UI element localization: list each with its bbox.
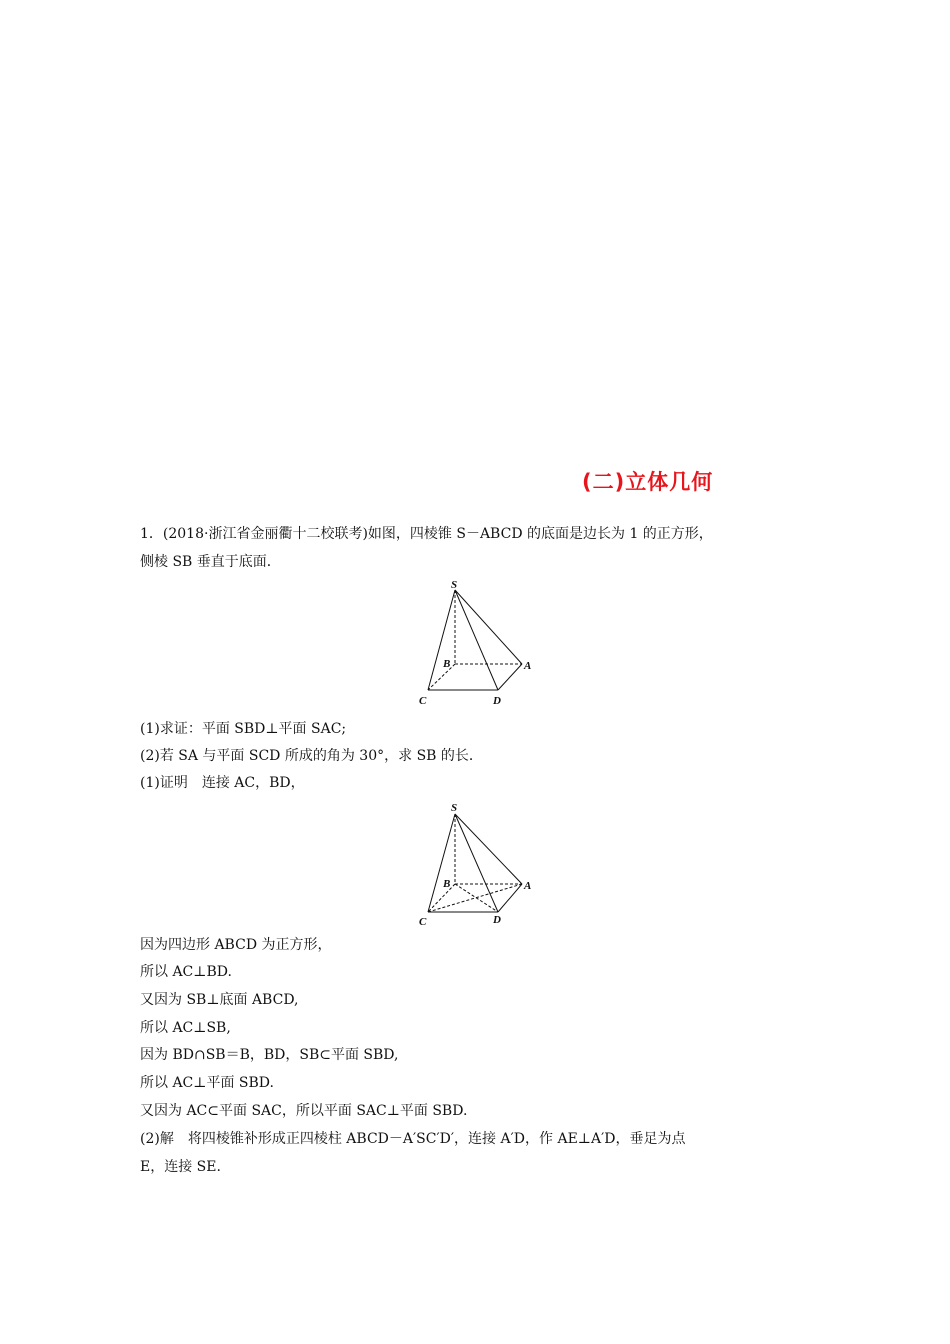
label-C: C <box>419 695 427 707</box>
solution-line-4: 因为 BD∩SB＝B，BD，SB⊂平面 SBD, <box>140 1047 399 1063</box>
label-A: A <box>524 880 532 892</box>
question-2: (2)若 SA 与平面 SCD 所成的角为 30°，求 SB 的长． <box>140 748 483 764</box>
label-A: A <box>524 660 532 672</box>
section-title: (二)立体几何 <box>582 470 714 494</box>
edge-SA <box>455 814 522 884</box>
solution-line-6: 又因为 AC⊂平面 SAC，所以平面 SAC⊥平面 SBD. <box>140 1103 468 1119</box>
edge-BC <box>428 664 455 690</box>
pyramid-figure-1 <box>410 580 550 714</box>
edge-DA <box>498 884 522 912</box>
label-B: B <box>443 878 451 890</box>
solution-line-8: E，连接 SE. <box>140 1159 221 1175</box>
solution-line-5: 所以 AC⊥平面 SBD. <box>140 1075 274 1091</box>
label-D: D <box>493 695 501 707</box>
pyramid-figure-2 <box>410 800 550 934</box>
solution-line-1: 所以 AC⊥BD. <box>140 964 232 980</box>
edge-SA <box>455 590 522 664</box>
pyramid-diagram-1 <box>410 580 550 710</box>
edge-SC <box>428 814 455 912</box>
label-S: S <box>451 580 458 591</box>
pyramid-diagram-2 <box>410 800 550 930</box>
label-B: B <box>443 658 451 670</box>
edge-DA <box>498 664 522 690</box>
edge-SD <box>455 590 498 690</box>
solution-line-7: (2)解 将四棱锥补形成正四棱柱 ABCD－A′SC′D′，连接 A′D，作 AE⊥A′D，垂足为点 <box>140 1131 686 1147</box>
problem-line-2: 侧棱 SB 垂直于底面． <box>140 554 281 570</box>
label-C: C <box>419 916 427 928</box>
question-1: (1)求证：平面 SBD⊥平面 SAC; <box>140 721 347 737</box>
edge-SC <box>428 590 455 690</box>
label-S: S <box>451 802 458 814</box>
solution-line-2: 又因为 SB⊥底面 ABCD, <box>140 992 299 1008</box>
label-D: D <box>493 914 501 926</box>
problem-line-1: 1．(2018·浙江省金丽衢十二校联考)如图，四棱锥 S－ABCD 的底面是边长为 1 的正方形， <box>140 526 713 542</box>
solution-line-3: 所以 AC⊥SB, <box>140 1020 231 1036</box>
solution-line-0: 因为四边形 ABCD 为正方形， <box>140 937 332 953</box>
proof-intro: (1)证明 连接 AC，BD， <box>140 775 305 791</box>
